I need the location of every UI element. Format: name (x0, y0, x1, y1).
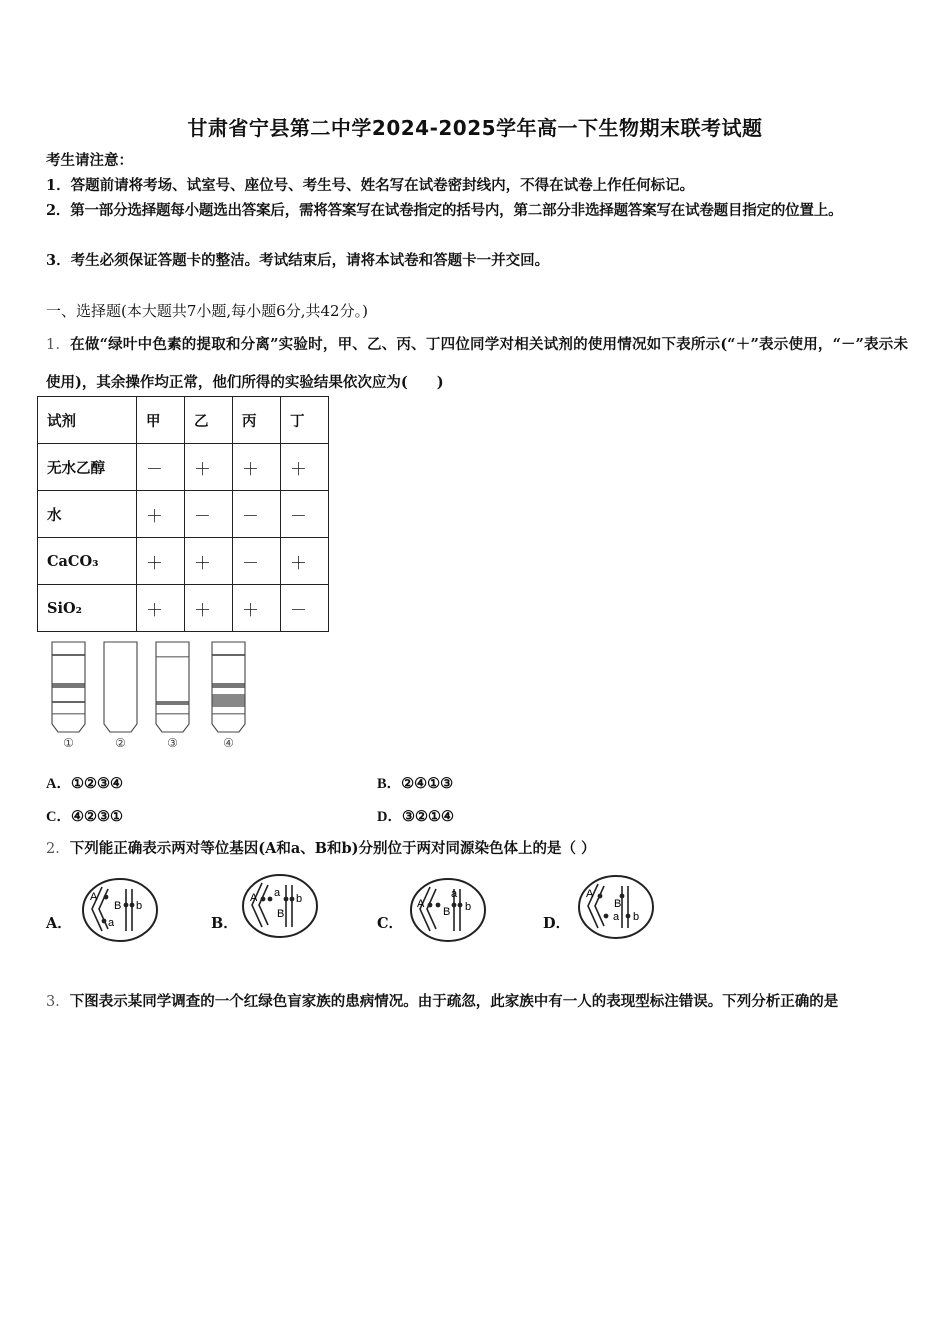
tube-label: ④ (223, 736, 234, 750)
gene-label: a (613, 911, 620, 923)
question-1-text: 在做“绿叶中色素的提取和分离”实验时，甲、乙、丙、丁四位同学对相关试剂的使用情况如下表所示(“＋”表示使用，“－”表示未使用)，其余操作均正常，他们所得的实验结果依次应为( ) (46, 336, 908, 391)
question-2-number: 2． (46, 841, 70, 857)
table-cell: ＋ (137, 538, 185, 585)
gene-label: B (114, 900, 122, 912)
gene-label: A (586, 888, 594, 900)
table-cell: 无水乙醇 (38, 444, 137, 491)
table-cell: ＋ (137, 585, 185, 632)
table-cell: － (137, 444, 185, 491)
table-cell: － (185, 491, 233, 538)
reagent-table (37, 396, 329, 632)
table-cell: 水 (38, 491, 137, 538)
q2-option-d-cell[interactable] (576, 872, 658, 942)
gene-label: B (443, 906, 451, 918)
table-header-cell: 乙 (185, 397, 233, 444)
tube-label: ③ (167, 736, 178, 750)
question-1-number: 1． (46, 337, 71, 353)
gene-label: b (465, 901, 472, 913)
table-cell: － (233, 538, 281, 585)
notice-item-1: 1．答题前请将考场、试室号、座位号、考生号、姓名写在试卷密封线内，不得在试卷上作任何标记。 (46, 177, 695, 194)
table-cell: ＋ (185, 538, 233, 585)
tube-label: ② (115, 736, 126, 750)
q1-option-d[interactable] (377, 805, 454, 826)
notice-item-2: 2．第一部分选择题每小题选出答案后，需将答案写在试卷指定的括号内，第二部分非选择题答案写在试卷题目指定的位置上。 (46, 202, 843, 219)
option-label: B． (377, 776, 402, 792)
gene-label: B (277, 908, 285, 920)
section-heading: 一、选择题(本大题共7小题,每小题6分,共42分。) (46, 302, 368, 320)
table-cell: ＋ (185, 444, 233, 491)
table-cell: ＋ (281, 538, 329, 585)
q1-option-c[interactable] (46, 805, 123, 826)
tube-4 (212, 642, 245, 732)
chromatography-tubes-figure (46, 638, 256, 753)
option-text: ④②③① (70, 808, 123, 825)
q2-option-d-label[interactable]: D． (543, 915, 571, 932)
option-text: ①②③④ (70, 775, 123, 792)
gene-label: a (451, 888, 458, 900)
table-cell: － (233, 491, 281, 538)
gene-label: b (136, 900, 143, 912)
gene-label: A (90, 891, 98, 903)
question-3-number: 3． (46, 994, 70, 1010)
table-cell: ＋ (233, 585, 281, 632)
table-cell: ＋ (233, 444, 281, 491)
question-3-text: 下图表示某同学调查的一个红绿色盲家族的患病情况。由于疏忽，此家族中有一人的表现型标注错误。下列分析正确的是 (69, 993, 839, 1010)
option-label: C． (46, 809, 71, 825)
option-label: A． (46, 776, 71, 792)
table-cell: ＋ (185, 585, 233, 632)
table-header-cell: 试剂 (38, 397, 137, 444)
gene-label: A (250, 892, 258, 904)
gene-label: a (108, 917, 115, 929)
table-header-row (38, 397, 329, 444)
q1-option-a[interactable] (46, 772, 123, 793)
option-label: D． (377, 809, 402, 825)
question-3 (46, 983, 908, 1021)
option-text: ③②①④ (401, 808, 454, 825)
table-cell: － (281, 585, 329, 632)
q2-option-c-label[interactable]: C． (377, 915, 404, 932)
q2-option-c-cell[interactable] (408, 875, 490, 945)
q2-option-a-cell[interactable] (80, 875, 162, 945)
notice-item-3: 3．考生必须保证答题卡的整洁。考试结束后，请将本试卷和答题卡一并交回。 (46, 252, 550, 269)
question-2-text: 下列能正确表示两对等位基因(A和a、B和b)分别位于两对同源染色体上的是（ ） (69, 840, 596, 857)
gene-label: B (614, 898, 622, 910)
gene-label: b (296, 893, 303, 905)
gene-label: a (274, 887, 281, 899)
table-cell: － (281, 491, 329, 538)
tube-2 (104, 642, 137, 732)
tube-1 (52, 642, 85, 732)
option-text: ②④①③ (401, 775, 454, 792)
gene-label: b (633, 911, 640, 923)
table-row (38, 538, 329, 585)
tube-label: ① (63, 736, 74, 750)
gene-label: A (417, 898, 425, 910)
table-cell: ＋ (281, 444, 329, 491)
table-row (38, 491, 329, 538)
table-header-cell: 甲 (137, 397, 185, 444)
table-cell: CaCO₃ (38, 538, 137, 585)
q1-option-b[interactable] (377, 772, 453, 793)
table-header-cell: 丁 (281, 397, 329, 444)
q2-option-a-label[interactable]: A． (46, 915, 72, 932)
table-row (38, 444, 329, 491)
table-row (38, 585, 329, 632)
notice-heading: 考生请注意： (46, 152, 133, 169)
question-1 (46, 326, 908, 402)
table-cell: ＋ (137, 491, 185, 538)
q2-option-b-cell[interactable] (240, 871, 322, 941)
page-title: 甘肃省宁县第二中学2024-2025学年高一下生物期末联考试题 (187, 116, 763, 140)
tube-3 (156, 642, 189, 732)
table-cell: SiO₂ (38, 585, 137, 632)
question-2 (46, 839, 908, 859)
q2-option-b-label[interactable]: B． (211, 915, 238, 932)
table-header-cell: 丙 (233, 397, 281, 444)
